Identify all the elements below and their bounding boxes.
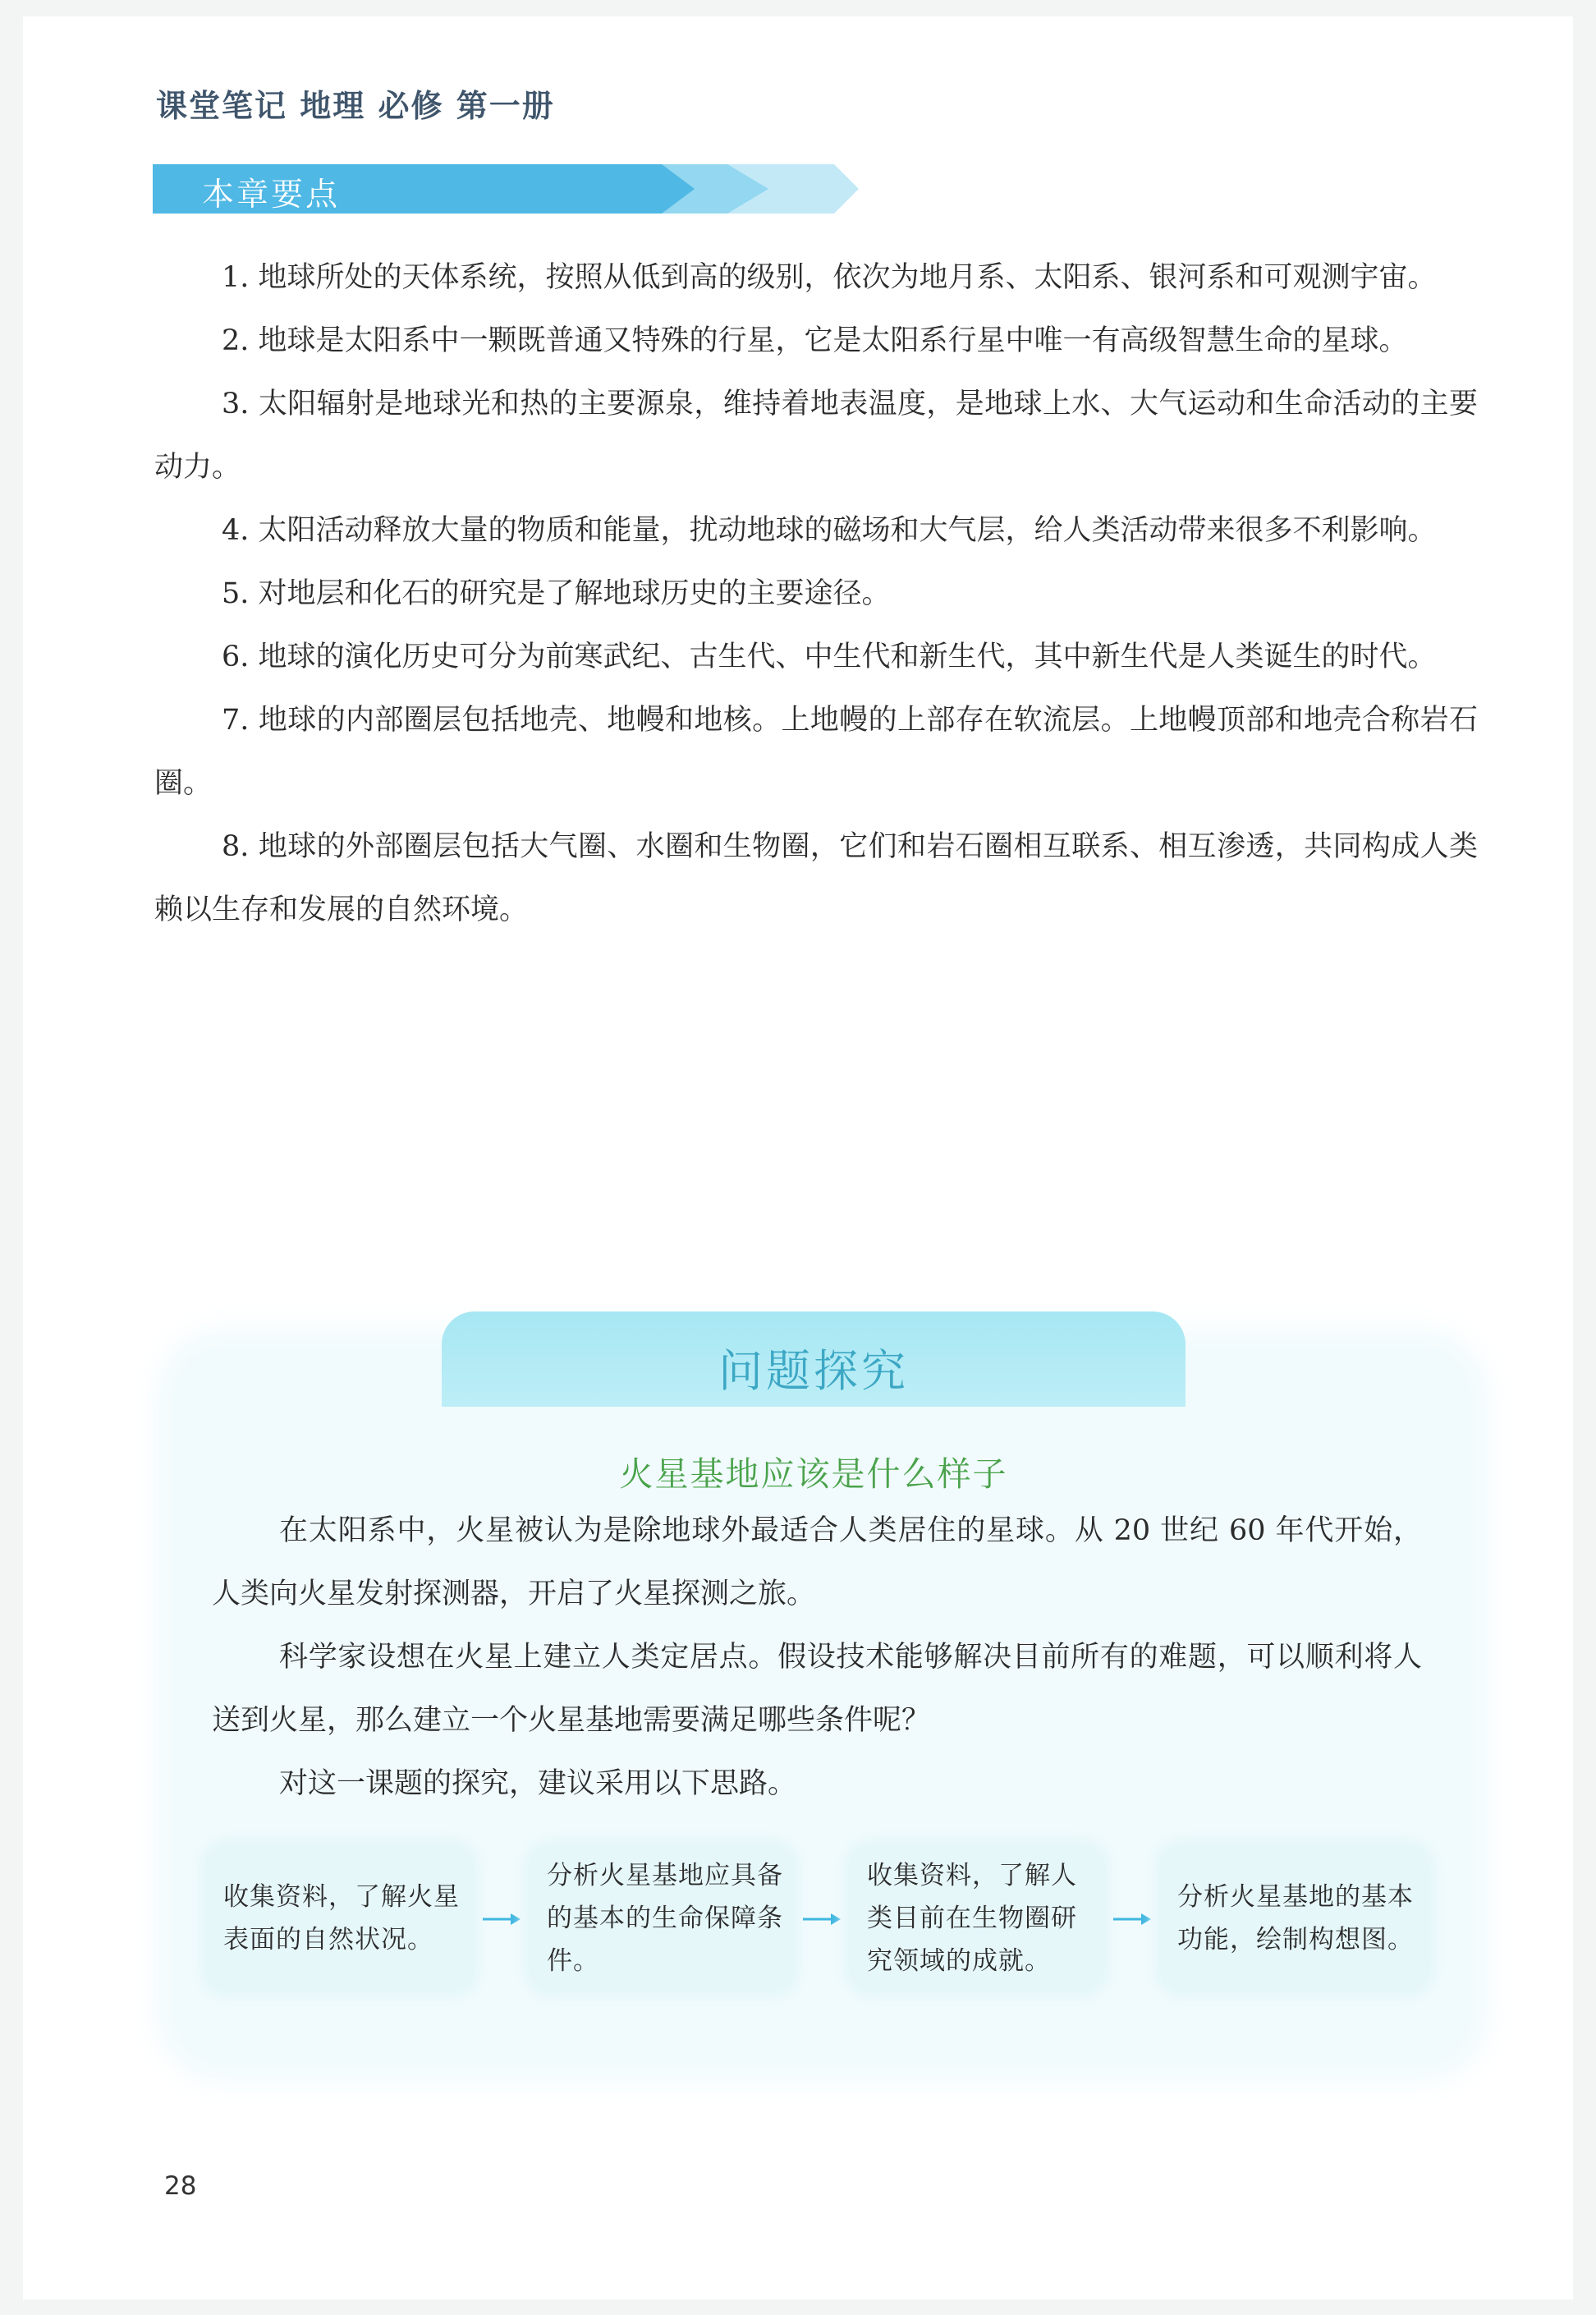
running-title: 课堂笔记 地理 必修 第一册 bbox=[156, 88, 555, 124]
key-points-list bbox=[154, 246, 1478, 942]
flow-step-3 bbox=[849, 1844, 1105, 1992]
key-points-banner bbox=[153, 164, 859, 214]
inquiry-flowchart bbox=[205, 1844, 1437, 1992]
flow-step-2 bbox=[529, 1844, 795, 1992]
key-point-item: 5. 对地层和化石的研究是了解地球历史的主要途径。 bbox=[222, 577, 891, 610]
key-point-item: 1. 地球所处的天体系统，按照从低到高的级别，依次为地月系、太阳系、银河系和可观测宇宙。 bbox=[222, 261, 1437, 294]
inquiry-paragraph: 在太阳系中，火星被认为是除地球外最适合人类居住的星球。从 20 世纪 60 年代开始，人类向火星发射探测器，开启了火星探测之旅。 bbox=[212, 1514, 1422, 1610]
flow-step-text: 收集资料，了解人类目前在生物圈研究领域的成就。 bbox=[867, 1861, 1077, 1976]
flow-step-1 bbox=[205, 1844, 475, 1992]
key-point-item: 8. 地球的外部圈层包括大气圈、水圈和生物圈，它们和岩石圈相互联系、相互渗透，共同构成人类赖以生存和发展的自然环境。 bbox=[154, 830, 1478, 926]
arrow-right-icon bbox=[481, 1907, 522, 1931]
inquiry-body bbox=[212, 1500, 1422, 1816]
inquiry-tab-label: 问题探究 bbox=[718, 1345, 909, 1397]
flow-step-text: 分析火星基地的基本功能，绘制构想图。 bbox=[1177, 1882, 1414, 1954]
inquiry-paragraph: 科学家设想在火星上建立人类定居点。假设技术能够解决目前所有的难题，可以顺利将人送到火星，那么建立一个火星基地需要满足哪些条件呢？ bbox=[212, 1641, 1422, 1737]
key-points-title: 本章要点 bbox=[202, 177, 341, 214]
arrow-right-icon bbox=[801, 1907, 842, 1931]
key-point-item: 4. 太阳活动释放大量的物质和能量，扰动地球的磁场和大气层，给人类活动带来很多不利影响。 bbox=[222, 514, 1437, 547]
key-point-item: 7. 地球的内部圈层包括地壳、地幔和地核。上地幔的上部存在软流层。上地幔顶部和地壳合称岩石圈。 bbox=[154, 704, 1478, 800]
flow-step-text: 收集资料，了解火星表面的自然状况。 bbox=[223, 1882, 460, 1954]
inquiry-title: 火星基地应该是什么样子 bbox=[619, 1454, 1008, 1494]
page-number: 28 bbox=[164, 2171, 197, 2201]
flow-step-text: 分析火星基地应具备的基本的生命保障条件。 bbox=[547, 1861, 783, 1976]
inquiry-tab bbox=[442, 1311, 1186, 1407]
flow-step-4 bbox=[1159, 1844, 1430, 1992]
arrow-right-icon bbox=[1112, 1907, 1153, 1931]
key-point-item: 2. 地球是太阳系中一颗既普通又特殊的行星，它是太阳系行星中唯一有高级智慧生命的星球。 bbox=[222, 324, 1408, 357]
key-point-item: 6. 地球的演化历史可分为前寒武纪、古生代、中生代和新生代，其中新生代是人类诞生的时代。 bbox=[222, 641, 1437, 673]
inquiry-paragraph: 对这一课题的探究，建议采用以下思路。 bbox=[279, 1767, 797, 1800]
key-point-item: 3. 太阳辐射是地球光和热的主要源泉，维持着地表温度，是地球上水、大气运动和生命活动的主要动力。 bbox=[154, 388, 1478, 484]
